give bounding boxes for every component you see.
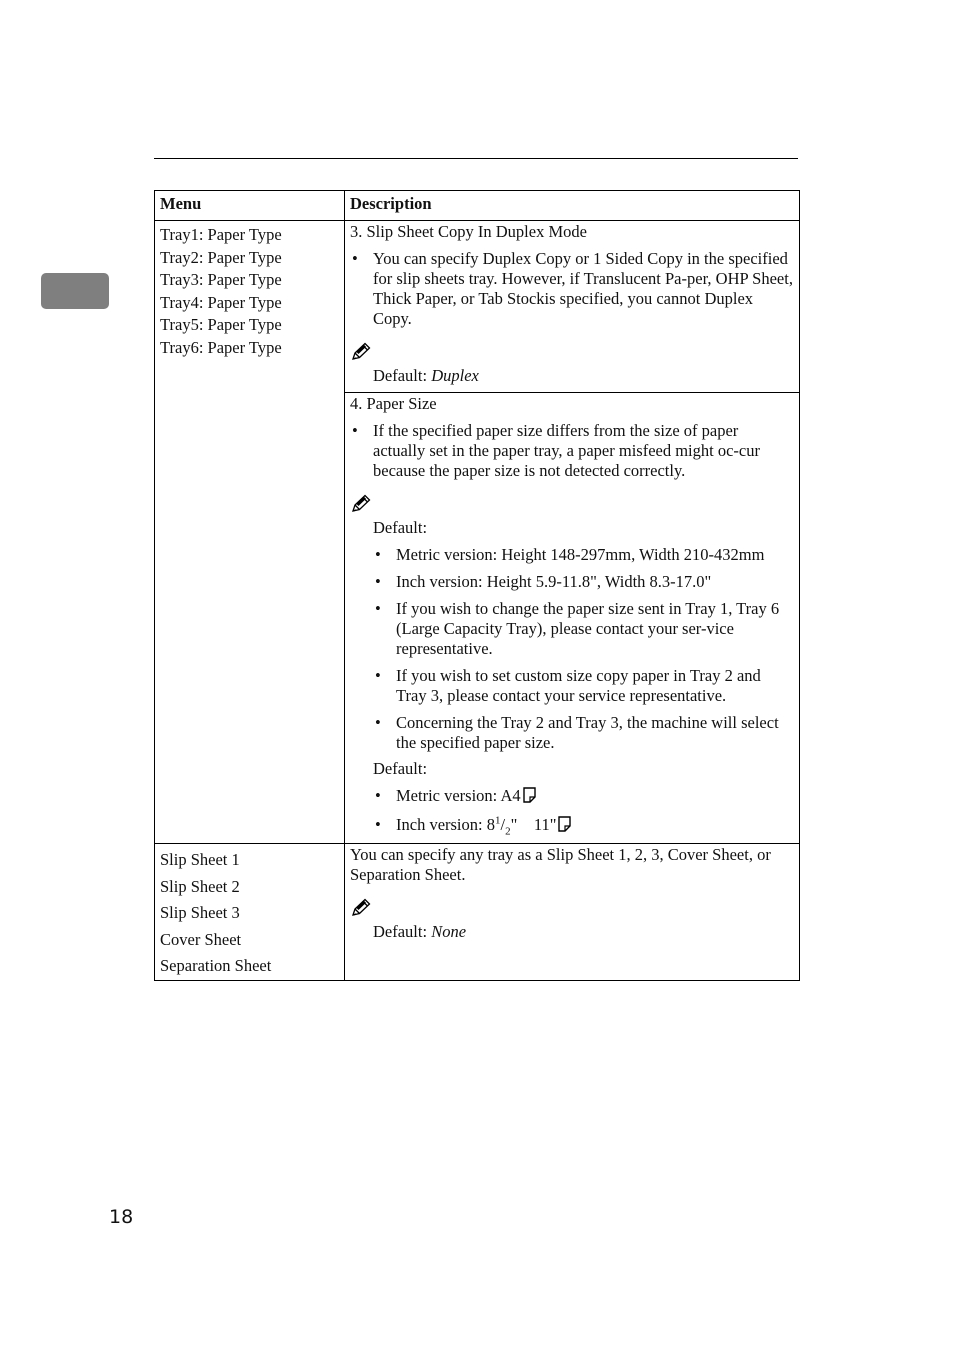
list-item: • If the specified paper size differs from the size of paper actually set in the paper tray, a paper misfeed might oc-cur because the paper size is not detected correctly. [350, 421, 794, 481]
list-item: Separation Sheet [160, 956, 272, 975]
slip-sheet-menu-list [160, 847, 339, 980]
slip-sheet-menu-cell [155, 844, 345, 981]
default-line [373, 366, 794, 386]
menu-column-header [155, 191, 345, 221]
table-row [155, 844, 800, 981]
slip-sheet-copy-description [345, 221, 800, 393]
paper-size-description [345, 393, 800, 844]
list-item: Slip Sheet 1 [160, 850, 240, 869]
description-text: You can specify any tray as a Slip Sheet 1, 2, 3, Cover Sheet, or Separation Sheet. [350, 845, 771, 884]
list-item: Slip Sheet 3 [160, 903, 240, 922]
bullet-list [350, 421, 794, 481]
default-value: None [431, 922, 467, 941]
list-item: Cover Sheet [160, 929, 242, 949]
list-item: • Concerning the Tray 2 and Tray 3, the machine will select the specified paper size. [373, 713, 794, 753]
default-label: Default: [373, 518, 428, 537]
pencil-note-icon [350, 342, 372, 364]
list-item: Slip Sheet 2 [160, 876, 240, 896]
list-item: • Metric version: Height 148-297mm, Width 210-432mm [373, 545, 794, 565]
settings-table [154, 190, 800, 981]
section-heading: 4. Paper Size [350, 394, 437, 413]
list-item: • If you wish to change the paper size sent in Tray 1, Tray 6 (Large Capacity Tray), please contact your ser-vice representative. [373, 599, 794, 659]
pencil-note-icon [350, 494, 372, 516]
paper-portrait-icon [523, 787, 536, 808]
description-header-label: Description [350, 194, 432, 213]
list-item: • You can specify Duplex Copy or 1 Sided Copy in the specified for slip sheets tray. However, if Translucent Pa-per, OHP Sheet, Thick Paper, or Tab Stockis specified, you cannot Duplex Copy. [350, 249, 794, 329]
bullet-list [350, 249, 794, 329]
fraction-slash: / [500, 815, 506, 834]
header-rule [154, 158, 798, 159]
default-label: Default: [373, 922, 428, 941]
list-item: Tray6: Paper Type [160, 337, 282, 357]
tray-menu-list [160, 224, 339, 359]
page-number: 18 [109, 1206, 134, 1228]
inch-default-prefix: Inch version: 8 [396, 815, 495, 834]
table-header-row [155, 191, 800, 221]
list-item: Tray4: Paper Type [160, 292, 282, 312]
default-label: Default: [373, 759, 428, 778]
metric-default-text: Metric version: A4 [396, 786, 521, 805]
list-item [373, 786, 794, 808]
default-line [373, 922, 794, 942]
table-row [155, 221, 800, 393]
fraction-numerator: 1 [494, 814, 501, 827]
default-label: Default: [373, 366, 428, 385]
description-column-header [345, 191, 800, 221]
bullet-list [373, 786, 794, 837]
list-item: • If you wish to set custom size copy paper in Tray 2 and Tray 3, please contact your service representative. [373, 666, 794, 706]
menu-header-label: Menu [160, 194, 202, 213]
section-heading: 3. Slip Sheet Copy In Duplex Mode [350, 222, 587, 241]
list-item: Tray5: Paper Type [160, 315, 282, 334]
chapter-tab-marker [41, 273, 109, 309]
list-item [373, 815, 794, 837]
list-item: Tray2: Paper Type [160, 247, 282, 267]
paper-portrait-icon [558, 816, 571, 837]
tray-menu-cell [155, 221, 345, 844]
inch-default-suffix: " 11" [510, 815, 557, 834]
slip-sheet-description [345, 844, 800, 981]
bullet-list [373, 545, 794, 753]
list-item: Tray3: Paper Type [160, 270, 282, 289]
pencil-note-icon [350, 898, 372, 920]
list-item: Tray1: Paper Type [160, 225, 282, 244]
fraction-denominator: 2 [505, 825, 511, 838]
list-item: • Inch version: Height 5.9-11.8", Width 8.3-17.0" [373, 572, 794, 592]
default-value: Duplex [431, 366, 479, 385]
